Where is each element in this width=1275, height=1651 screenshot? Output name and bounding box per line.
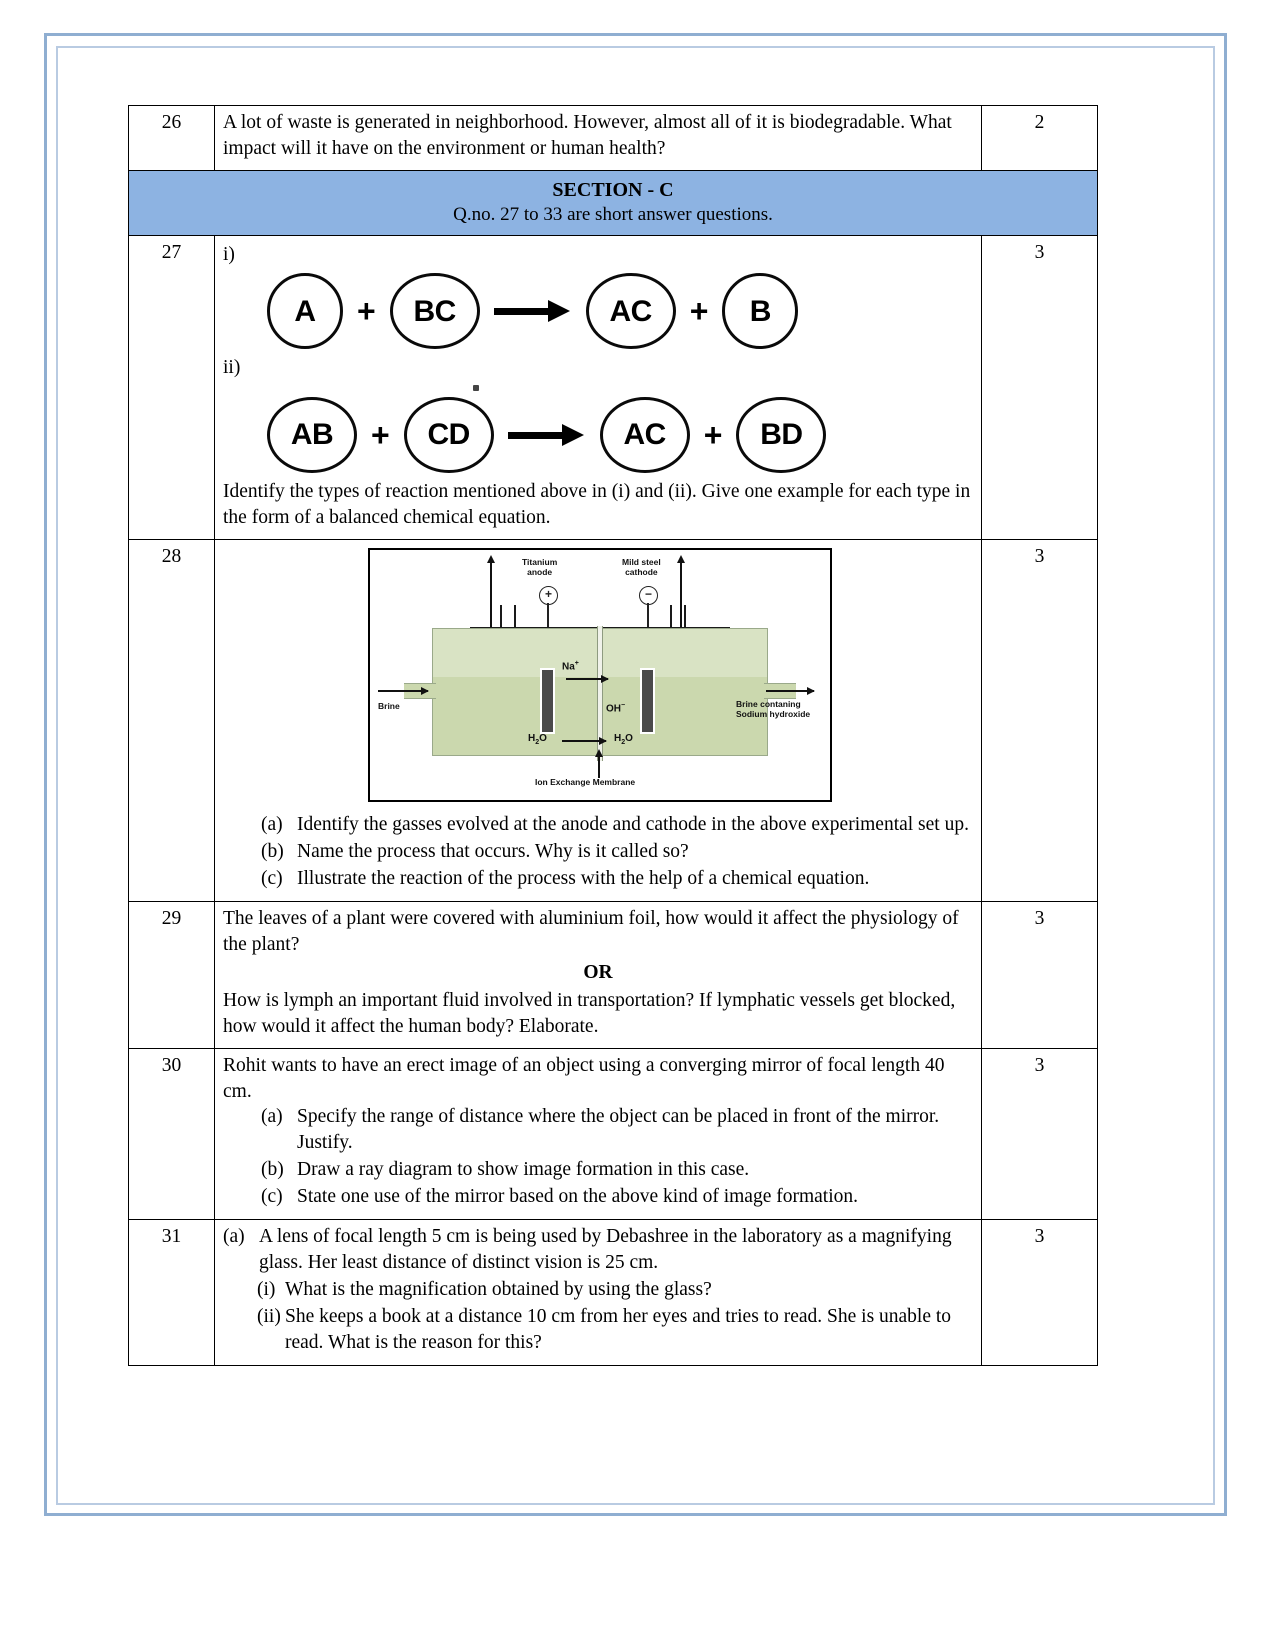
list-item xyxy=(257,1277,973,1303)
reactant-circle: A xyxy=(267,273,343,349)
item-text: State one use of the mirror based on the above kind of image formation. xyxy=(297,1186,859,1208)
list-item xyxy=(261,1104,973,1156)
question-body xyxy=(215,1048,982,1220)
section-header-cell xyxy=(129,170,1098,235)
question-body xyxy=(215,235,982,540)
water-label-right: $H_2O$ xyxy=(614,733,633,747)
brine-inlet-label: Brine xyxy=(378,701,400,712)
table-row xyxy=(129,1220,1098,1366)
hydroxide-ion-label: OH− xyxy=(606,702,626,715)
question-number: 31 xyxy=(129,1220,215,1366)
section-subtitle: Q.no. 27 to 33 are short answer questions. xyxy=(453,203,773,225)
list-item xyxy=(223,1224,973,1276)
gas-outlet-arrow-left-icon xyxy=(490,562,492,634)
membrane-label: Ion Exchange Membrane xyxy=(535,777,636,788)
question-text: A lot of waste is generated in neighborhood. However, almost all of it is biodegradable. What impact will it have on the environment or human health? xyxy=(223,112,952,159)
list-item xyxy=(257,1304,973,1356)
sodium-ion-arrow-icon xyxy=(566,678,608,680)
or-separator: OR xyxy=(583,961,613,983)
lid-wall xyxy=(670,605,672,629)
item-label: (c) xyxy=(261,1186,283,1208)
product-circle: AC xyxy=(586,273,676,349)
water-flow-arrow-icon xyxy=(562,740,606,742)
question-marks: 3 xyxy=(982,1220,1098,1366)
item-text: A lens of focal length 5 cm is being used by Debashree in the laboratory as a magnifying glass. Her least distance of distinct vision is 25 cm. xyxy=(259,1226,952,1274)
brine-outlet-label: Brine contaning Sodium hydroxide xyxy=(736,699,811,719)
product-circle: AC xyxy=(600,397,690,473)
question-body xyxy=(215,901,982,1048)
section-title: SECTION - C xyxy=(552,178,674,201)
list-item xyxy=(261,812,973,838)
table-row xyxy=(129,901,1098,1048)
table-row xyxy=(129,1048,1098,1220)
question-body xyxy=(215,540,982,902)
reactant-circle: BC xyxy=(390,273,480,349)
item-label: (ii) xyxy=(257,1305,281,1327)
item-text: She keeps a book at a distance 10 cm from her eyes and tries to read. She is unable to read. What is the reason for this? xyxy=(285,1305,952,1353)
question-marks: 3 xyxy=(982,235,1098,540)
reaction-equation-ii xyxy=(267,397,973,473)
gas-outlet-arrow-right-icon xyxy=(680,562,682,634)
membrane-pointer-arrow-icon xyxy=(598,756,600,778)
reaction-equation-i xyxy=(267,273,973,349)
electrolysis-figure-wrapper xyxy=(368,548,828,802)
lid-wall xyxy=(514,605,516,629)
reactant-circle: AB xyxy=(267,397,357,473)
lid-wall xyxy=(500,605,502,629)
question-subitems xyxy=(223,1224,973,1276)
item-text: Identify the gasses evolved at the anode and cathode in the above experimental set up. xyxy=(297,814,969,836)
reaction-i-label: i) xyxy=(223,243,235,265)
plus-sign: + xyxy=(371,417,390,454)
item-text: Specify the range of distance where the object can be placed in front of the mirror. Justify. xyxy=(297,1106,940,1154)
question-number: 28 xyxy=(129,540,215,902)
plus-sign: + xyxy=(357,293,376,330)
brine-inlet-arrow-icon xyxy=(378,690,428,692)
page-content xyxy=(128,105,1098,1366)
list-item xyxy=(261,1157,973,1183)
question-subitems xyxy=(261,812,973,892)
item-label: (b) xyxy=(261,841,284,863)
list-item xyxy=(261,1184,973,1210)
question-alternative-text: How is lymph an important fluid involved in transportation? If lymphatic vessels get blocked, how would it affect the human body? Elaborate. xyxy=(223,989,956,1037)
product-circle: BD xyxy=(736,397,826,473)
list-item xyxy=(261,866,973,892)
item-text: Name the process that occurs. Why is it called so? xyxy=(297,841,689,863)
water-label-left: $H_2O$ xyxy=(528,733,547,747)
question-number: 27 xyxy=(129,235,215,540)
reactant-circle: CD xyxy=(404,397,494,473)
anode-sign-icon: + xyxy=(539,586,558,605)
question-number: 30 xyxy=(129,1048,215,1220)
plus-sign: + xyxy=(689,293,709,330)
item-label: (c) xyxy=(261,868,283,890)
question-body xyxy=(215,106,982,171)
question-text: The leaves of a plant were covered with aluminium foil, how would it affect the physiology of the plant? xyxy=(223,907,959,955)
question-body xyxy=(215,1220,982,1366)
plus-sign: + xyxy=(703,417,723,454)
brine-outlet-arrow-icon xyxy=(766,690,814,692)
reaction-ii-label: ii) xyxy=(223,357,241,379)
arrow-right-icon xyxy=(494,305,572,317)
list-item xyxy=(261,839,973,865)
question-marks: 2 xyxy=(982,106,1098,171)
item-text: Draw a ray diagram to show image formation in this case. xyxy=(297,1159,750,1181)
electrolysis-figure xyxy=(368,548,832,802)
question-marks: 3 xyxy=(982,540,1098,902)
question-roman-items xyxy=(257,1277,973,1356)
table-row xyxy=(129,540,1098,902)
item-label: (b) xyxy=(261,1159,284,1181)
question-number: 29 xyxy=(129,901,215,1048)
table-row xyxy=(129,235,1098,540)
item-label: (a) xyxy=(261,814,283,836)
cathode-label: Mild steel cathode xyxy=(622,557,661,577)
question-marks: 3 xyxy=(982,1048,1098,1220)
question-table xyxy=(128,105,1098,1366)
arrow-right-icon xyxy=(508,429,586,441)
stray-dot-mark xyxy=(473,385,479,391)
titanium-anode xyxy=(540,668,555,734)
item-label: (a) xyxy=(223,1226,245,1248)
item-text: Illustrate the reaction of the process with the help of a chemical equation. xyxy=(297,868,870,890)
question-closing-text: Identify the types of reaction mentioned above in (i) and (ii). Give one example for each type in the form of a balanced chemical equation. xyxy=(223,481,971,529)
question-marks: 3 xyxy=(982,901,1098,1048)
mild-steel-cathode xyxy=(640,668,655,734)
question-stem: Rohit wants to have an erect image of an object using a converging mirror of focal length 40 cm. xyxy=(223,1054,945,1102)
anode-label: Titanium anode xyxy=(522,557,558,577)
question-subitems xyxy=(261,1104,973,1210)
sodium-ion-label: Na+ xyxy=(562,660,579,673)
product-circle: B xyxy=(722,273,798,349)
question-number: 26 xyxy=(129,106,215,171)
item-text: What is the magnification obtained by using the glass? xyxy=(285,1278,712,1300)
item-label: (i) xyxy=(257,1278,276,1300)
lid-wall xyxy=(684,605,686,629)
section-header-row xyxy=(129,170,1098,235)
cathode-sign-icon: − xyxy=(639,586,658,605)
table-row xyxy=(129,106,1098,171)
item-label: (a) xyxy=(261,1106,283,1128)
